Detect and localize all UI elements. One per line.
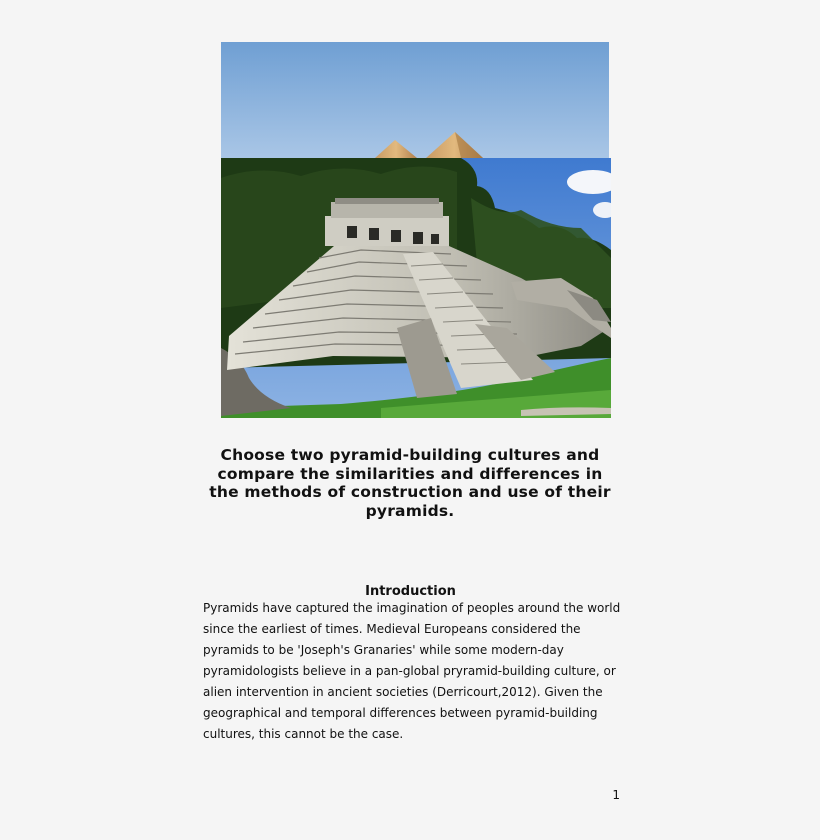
- body-paragraph: Pyramids have captured the imagination of peoples around the world since the earliest of times. Medieval Europeans considered the pyramids to be 'Joseph's Granaries' while some modern-day pyramidologists believe in a pan-global pryramid-building culture, or alien intervention in ancient societies (Derricourt,2012). Given the geographical and temporal differences between pyramid-building cultures, this cannot be the case.: [203, 601, 621, 741]
- page-number: 1: [612, 788, 620, 802]
- mayan-temple-photo: [221, 158, 611, 418]
- document-title: Choose two pyramid-building cultures and compare the similarities and differences in the methods of construction and use of their pyramids.: [209, 446, 611, 520]
- section-heading: Introduction: [365, 584, 456, 599]
- giza-pyramids-photo: [221, 42, 609, 158]
